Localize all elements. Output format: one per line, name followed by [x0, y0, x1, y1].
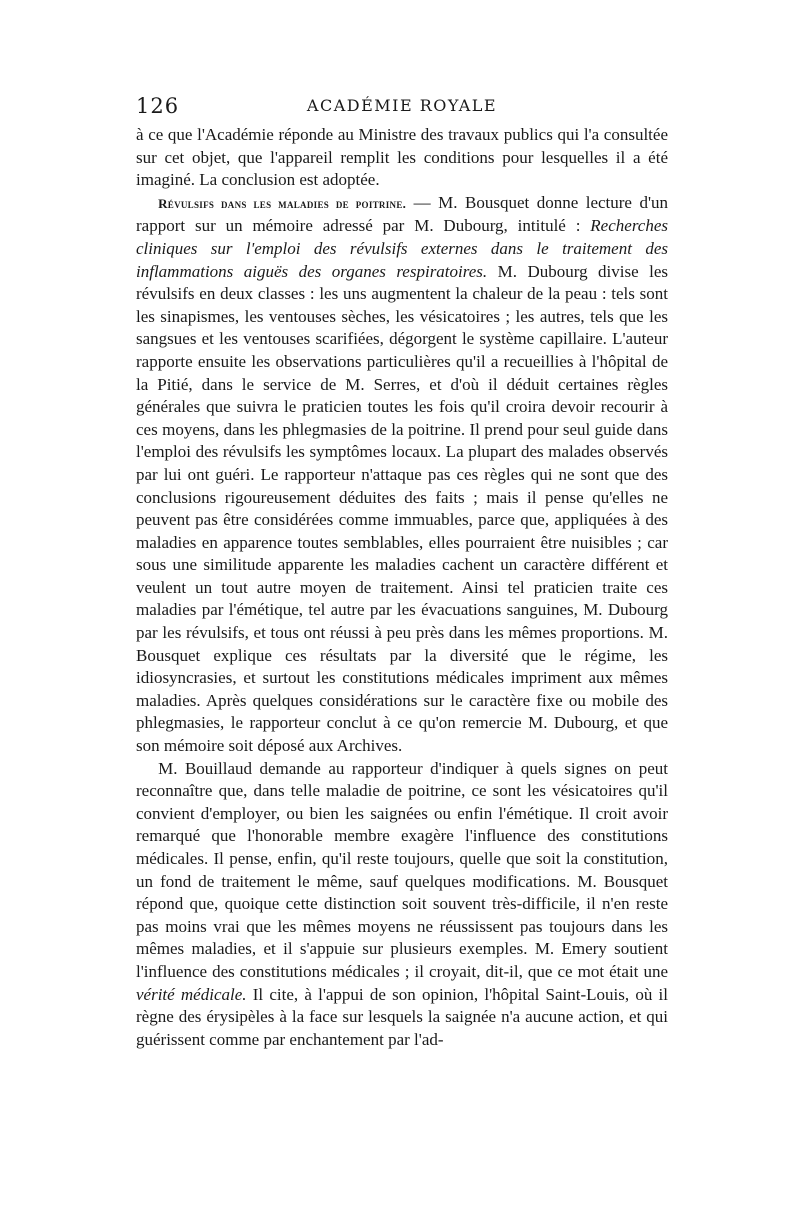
page-header — [136, 94, 668, 124]
paragraph-text-before-italic: M. Bouillaud demande au rapporteur d'indiquer à quels signes on peut reconnaître que, dans telle maladie de poitrine, ce sont les vésicatoires qu'il convient d'employer, ou bien les saignées ou enfin l'émétique. Il croit avoir remarqué que l'honorable membre exagère l'influence des constitutions médicales. Il pense, enfin, qu'il reste toujours, quelle que soit la constitution, un fond de traitement le même, sauf quelques modifications. M. Bousquet répond que, quoique cette distinction soit souvent très-difficile, il n'en reste pas moins vrai que les mêmes moyens ne réussissent pas toujours dans les mêmes maladies, et il s'appuie sur plusieurs exemples. M. Emery soutient l'influence des constitutions médicales ; il croyait, dit-il, que ce mot était une — [136, 758, 668, 981]
paragraph-text-after-title: M. Dubourg divise les révulsifs en deux classes : les uns augmentent la chaleur de la peau : tels sont les sinapismes, les ventouses sèches, les vésicatoires ; les autres, tels que les sangsues et les ventouses scarifiées, dégorgent le système capillaire. L'auteur rapporte ensuite les observations particulières qu'il a recueillies à l'hôpital de la Pitié, dans le service de M. Serres, et d'où il déduit certaines règles générales que suivra le praticien toutes les fois qu'il croira devoir recourir à ces moyens, dans les phlegmasies de la poitrine. Il prend pour seul guide dans l'emploi des révulsifs les symptômes locaux. La plupart des malades observés par lui ont guéri. Le rapporteur n'attaque pas ces règles qui ne sont que des conclusions rigoureusement déduites des faits ; mais il pense qu'elles ne peuvent pas être considérées comme immuables, parce que, appliquées à des maladies en apparence toutes semblables, elles pourraient être nuisibles ; car sous une similitude apparente les maladies cachent un caractère différent et veulent un tout autre moyen de traitement. Ainsi tel praticien traite ces maladies par l'émétique, tel autre par les évacuations sanguines, M. Dubourg par les révulsifs, et tous ont réussi à peu près dans les mêmes proportions. M. Bousquet explique ces résultats par la diversité que le régime, les idiosyncrasies, et surtout les constitutions médicales impriment aux mêmes maladies. Après quelques considérations sur le caractère fixe ou mobile des phlegmasies, le rapporteur conclut à ce qu'on remercie M. Dubourg, et que son mémoire soit déposé aux Archives. — [136, 261, 668, 756]
paragraph-continuation — [136, 124, 668, 192]
body-text — [136, 124, 668, 1051]
paragraph-text: à ce que l'Académie réponde au Ministre des travaux publics qui l'a consultée sur cet objet, que l'appareil remplit les conditions pour lesquelles il a été imaginé. La conclusion est adoptée. — [136, 125, 668, 190]
section-heading: Révulsifs dans les maladies de poitrine. — [158, 195, 407, 211]
book-page — [136, 94, 668, 1051]
paragraph-bouillaud — [136, 758, 668, 1052]
running-head: ACADÉMIE ROYALE — [306, 96, 498, 115]
paragraph-text-before-title: — M. Bousquet donne lecture d'un rapport sur un mémoire adressé par M. Dubourg, intitulé : — [136, 192, 669, 236]
memoir-title: Recherches cliniques sur l'emploi des révulsifs externes dans le traitement des inflammations aiguës des organes respiratoires. — [136, 216, 669, 281]
paragraph-revulsifs — [136, 192, 668, 758]
italic-phrase: vérité médicale. — [136, 984, 247, 1004]
paragraph-text-after-italic: Il cite, à l'appui de son opinion, l'hôpital Saint-Louis, où il règne des érysipèles à la face sur lesquels la saignée n'a aucune action, et qui guérissent comme par enchantement par l'ad- — [136, 984, 669, 1049]
page-number: 126 — [136, 94, 180, 118]
